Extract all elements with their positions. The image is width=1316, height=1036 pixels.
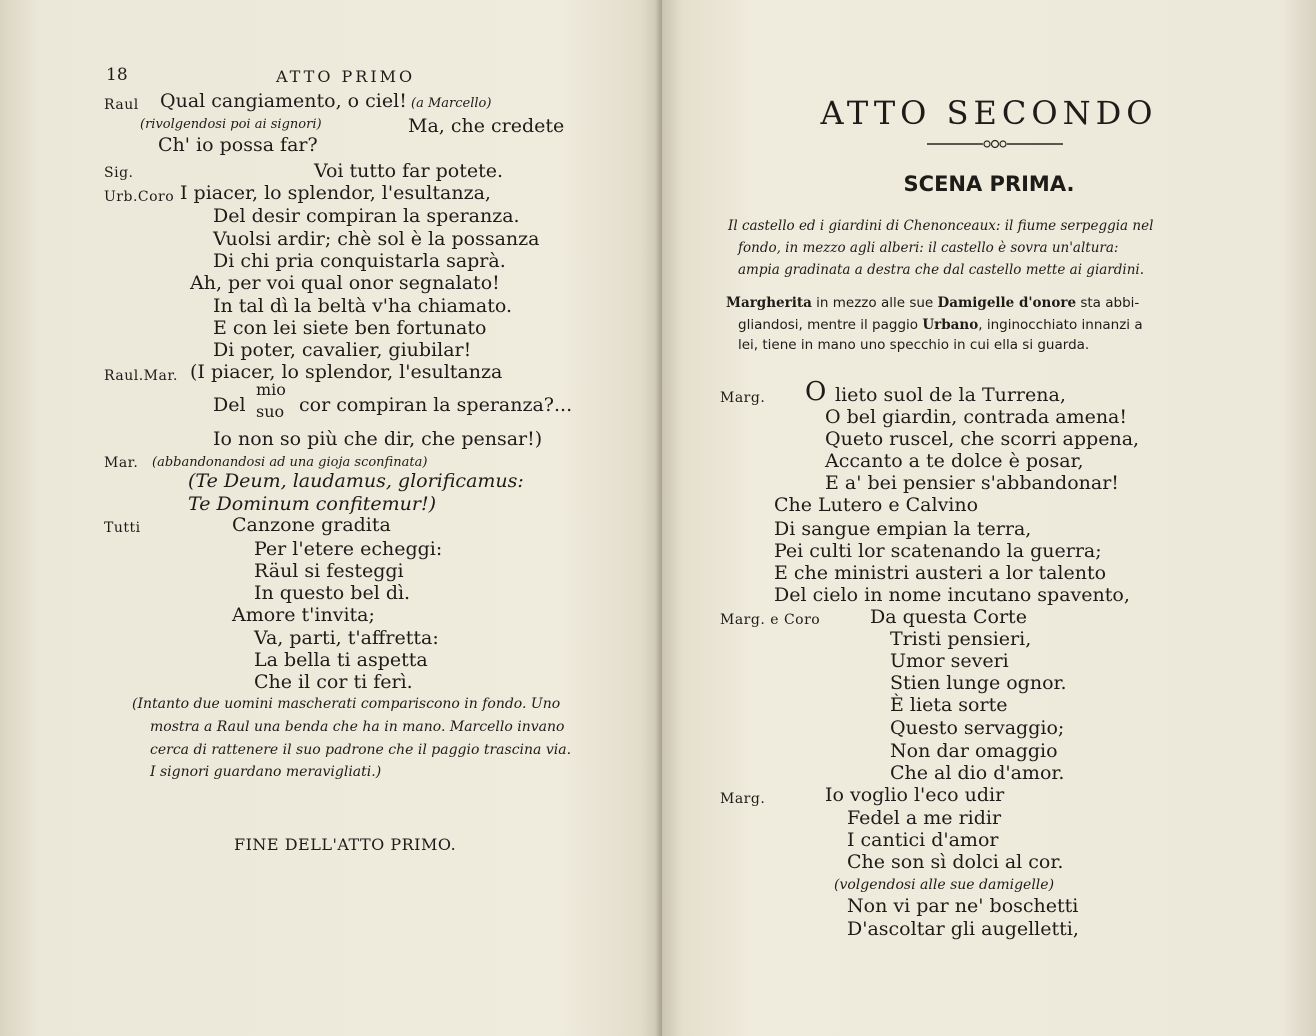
verse-line: Che al dio d'amor. xyxy=(890,762,1065,784)
verse-line: Te Dominum confitemur!) xyxy=(188,493,437,515)
end-of-act: FINE DELL'ATTO PRIMO. xyxy=(234,835,457,854)
stage-direction: I signori guardano meravigliati.) xyxy=(150,764,382,780)
speaker: Raul xyxy=(104,97,139,113)
character-name: Damigelle d'onore xyxy=(937,295,1077,311)
verse-line: Accanto a te dolce è posar, xyxy=(825,450,1084,472)
stage-note-text: sta abbi- xyxy=(1076,295,1140,311)
verse-line: lieto suol de la Turrena, xyxy=(835,384,1066,406)
verse-line: (I piacer, lo splendor, l'esultanza xyxy=(190,361,503,383)
verse-line: Ma, che credete xyxy=(408,115,565,137)
character-name: Margherita xyxy=(726,295,812,311)
stage-note-text: gliandosi, mentre il paggio xyxy=(738,317,923,333)
scene-title: SCENA PRIMA. xyxy=(903,172,1075,196)
stage-direction: (abbandonandosi ad una gioja sconfinata) xyxy=(152,455,428,470)
verse-line: Di sangue empian la terra, xyxy=(774,518,1032,540)
stage-direction: (rivolgendosi poi ai signori) xyxy=(140,117,322,132)
running-head: ATTO PRIMO xyxy=(276,67,416,86)
stage-direction: (Intanto due uomini mascherati compariscono in fondo. Uno xyxy=(132,696,561,712)
verse-line: Va, parti, t'affretta: xyxy=(254,627,439,649)
verse-line: I cantici d'amor xyxy=(847,829,999,851)
verse-line: Pei culti lor scatenando la guerra; xyxy=(774,540,1102,562)
speaker: Marg. xyxy=(720,791,766,807)
stage-note-text: , inginocchiato innanzi a xyxy=(978,317,1143,333)
speaker: Marg. xyxy=(720,390,766,406)
choice-word-top: mio xyxy=(256,380,286,399)
verse-line: Questo servaggio; xyxy=(890,717,1065,739)
verse-line: Canzone gradita xyxy=(232,514,391,536)
page-number: 18 xyxy=(106,65,128,85)
stage-direction: mostra a Raul una benda che ha in mano. Marcello invano xyxy=(150,719,565,735)
stage-direction: (volgendosi alle sue damigelle) xyxy=(834,877,1055,893)
verse-line: Per l'etere echeggi: xyxy=(254,538,443,560)
verse-line: Fedel a me ridir xyxy=(847,807,1002,829)
verse-line: D'ascoltar gli augelletti, xyxy=(847,918,1079,940)
verse-line: E con lei siete ben fortunato xyxy=(213,317,487,339)
verse-line: Che il cor ti ferì. xyxy=(254,671,413,693)
verse-line: Non dar omaggio xyxy=(890,740,1058,762)
verse-line: La bella ti aspetta xyxy=(254,649,428,671)
verse-line: Qual cangiamento, o ciel! xyxy=(160,90,407,112)
drop-capital: O xyxy=(805,377,827,407)
verse-line: I piacer, lo splendor, l'esultanza, xyxy=(180,182,491,204)
stage-direction: (a Marcello) xyxy=(411,96,492,111)
verse-line: Del cielo in nome incutano spavento, xyxy=(774,584,1130,606)
setting-line: ampia gradinata a destra che dal castello mette ai giardini. xyxy=(738,262,1145,278)
speaker: Urb.Coro xyxy=(104,189,175,205)
setting-line: fondo, in mezzo agli alberi: il castello è sovra un'altura: xyxy=(738,240,1119,256)
stage-note xyxy=(726,293,1139,314)
verse-line: Di chi pria conquistarla saprà. xyxy=(213,250,506,272)
verse-line: cor compiran la speranza?... xyxy=(299,394,573,416)
choice-word-bottom: suo xyxy=(256,402,285,421)
verse-line: Räul si festeggi xyxy=(254,560,404,582)
verse-line: Ah, per voi qual onor segnalato! xyxy=(190,272,500,294)
right-page xyxy=(662,0,1316,1036)
verse-line: O bel giardin, contrada amena! xyxy=(825,406,1128,428)
ornament-rule-icon xyxy=(925,138,1065,150)
stage-note-text: in mezzo alle sue xyxy=(811,295,938,311)
setting-line: Il castello ed i giardini di Chenonceaux: il fiume serpeggia nel xyxy=(728,218,1154,234)
verse-line: Stien lunge ognor. xyxy=(890,672,1067,694)
verse-line: Da questa Corte xyxy=(870,606,1027,628)
verse-line: E a' bei pensier s'abbandonar! xyxy=(825,472,1119,494)
character-name: Urbano xyxy=(922,317,979,333)
act-title: ATTO SECONDO xyxy=(820,94,1158,132)
verse-line: Io voglio l'eco udir xyxy=(825,784,1005,806)
verse-line: In tal dì la beltà v'ha chiamato. xyxy=(213,295,513,317)
verse-line: E che ministri austeri a lor talento xyxy=(774,562,1107,584)
verse-line: Tristi pensieri, xyxy=(890,628,1032,650)
stage-note xyxy=(738,315,1143,336)
verse-line: Di poter, cavalier, giubilar! xyxy=(213,339,472,361)
verse-line: Vuolsi ardir; chè sol è la possanza xyxy=(213,228,540,250)
speaker: Tutti xyxy=(104,520,141,536)
stage-note: lei, tiene in mano uno specchio in cui ella si guarda. xyxy=(738,337,1090,353)
verse-line: Del xyxy=(213,394,246,416)
verse-line: (Te Deum, laudamus, glorificamus: xyxy=(188,470,524,492)
verse-line: Non vi par ne' boschetti xyxy=(847,895,1079,917)
verse-line: Io non so più che dir, che pensar!) xyxy=(213,428,543,450)
speaker: Sig. xyxy=(104,165,134,181)
speaker: Raul.Mar. xyxy=(104,368,178,384)
verse-line: Voi tutto far potete. xyxy=(314,160,504,182)
stage-direction: cerca di rattenere il suo padrone che il paggio trascina via. xyxy=(150,742,572,758)
verse-line: Amore t'invita; xyxy=(232,604,375,626)
verse-line: Che son sì dolci al cor. xyxy=(847,851,1064,873)
speaker: Mar. xyxy=(104,455,139,471)
verse-line: Queto ruscel, che scorri appena, xyxy=(825,428,1140,450)
verse-line: In questo bel dì. xyxy=(254,582,411,604)
verse-line: Ch' io possa far? xyxy=(158,134,318,156)
verse-line: Del desir compiran la speranza. xyxy=(213,205,520,227)
verse-line: Che Lutero e Calvino xyxy=(774,494,979,516)
verse-line: È lieta sorte xyxy=(890,694,1008,716)
verse-line: Umor severi xyxy=(890,650,1009,672)
speaker: Marg. e Coro xyxy=(720,612,821,628)
